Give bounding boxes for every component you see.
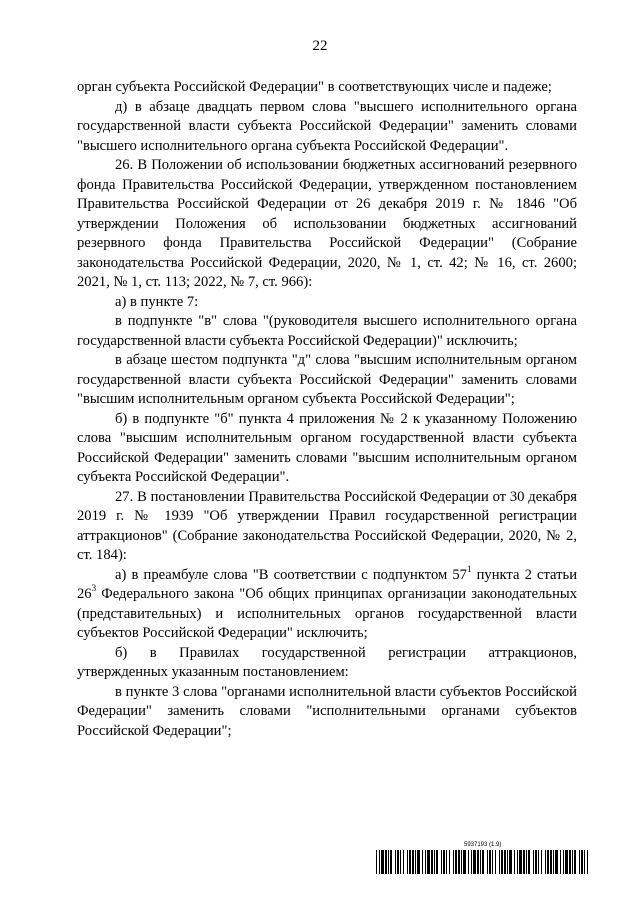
document-body (77, 78, 577, 741)
superscript: 1 (466, 563, 472, 574)
paragraph: д) в абзаце двадцать первом слова "высшего исполнительного органа государственной власти субъекта Российской Федерации" заменить словами "высшего исполнительного органа субъекта Российской Федерации". (77, 98, 577, 154)
text-fragment: пункта 2 статьи 26 (77, 566, 577, 602)
paragraph: б) в Правилах государственной регистрации аттракционов, утвержденных указанным постановлением: (77, 644, 577, 680)
paragraph: в абзаце шестом подпункта "д" слова "высшим исполнительным органом государственной власти субъекта Российской Федерации" заменить словами "высшим исполнительным органом субъекта Российской Федерации"; (77, 352, 577, 407)
text-fragment: а) в преамбуле слова "В соответствии с подпунктом 57 (115, 566, 467, 583)
paragraph: 27. В постановлении Правительства Российской Федерации от 30 декабря 2019 г. № 1939 "Об утверждении Правил государственной регистрации аттракционов" (Собрание законодательства Российской Федерации, 2020, № 2, ст. 184): (77, 488, 577, 563)
barcode-number: 5937193 (1.9) (464, 842, 502, 848)
barcode-icon (376, 850, 588, 874)
paragraph: 26. В Положении об использовании бюджетных ассигнований резервного фонда Правительства Российской Федерации, утвержденном постановлением Правительства Российской Федерации от 26 декабря 2019 г. № 1846 "Об утверждении Положения об использовании бюджетных ассигнований резервного фонда Правительства Российской Федерации" (Собрание законодательства Российской Федерации, 2020, № 1, ст. 42; № 16, ст. 2600; 2021, № 1, ст. 113; 2022, № 7, ст. 966): (77, 157, 577, 290)
page-number: 22 (312, 38, 328, 54)
paragraph: а) в пункте 7: (115, 293, 199, 310)
paragraph: б) в подпункте "б" пункта 4 приложения № 2 к указанному Положению слова "высшим исполнительным органом государственной власти субъекта Российской Федерации" заменить словами "высшим исполнительным органом субъекта Российской Федерации". (77, 410, 577, 485)
paragraph (77, 563, 577, 644)
paragraph: в пункте 3 слова "органами исполнительной власти субъектов Российской Федерации" заменить словами "исполнительными органами субъектов Российской Федерации"; (77, 683, 577, 739)
superscript: 3 (91, 583, 97, 594)
text-fragment: Федерального закона "Об общих принципах организации законодательных (представительных) и исполнительных органов государственной власти субъектов Российской Федерации" исключить; (77, 586, 577, 641)
paragraph: в подпункте "в" слова "(руководителя высшего исполнительного органа государственной власти субъекта Российской Федерации)" исключить; (77, 313, 577, 349)
paragraph: орган субъекта Российской Федерации" в соответствующих числе и падеже; (77, 79, 552, 95)
